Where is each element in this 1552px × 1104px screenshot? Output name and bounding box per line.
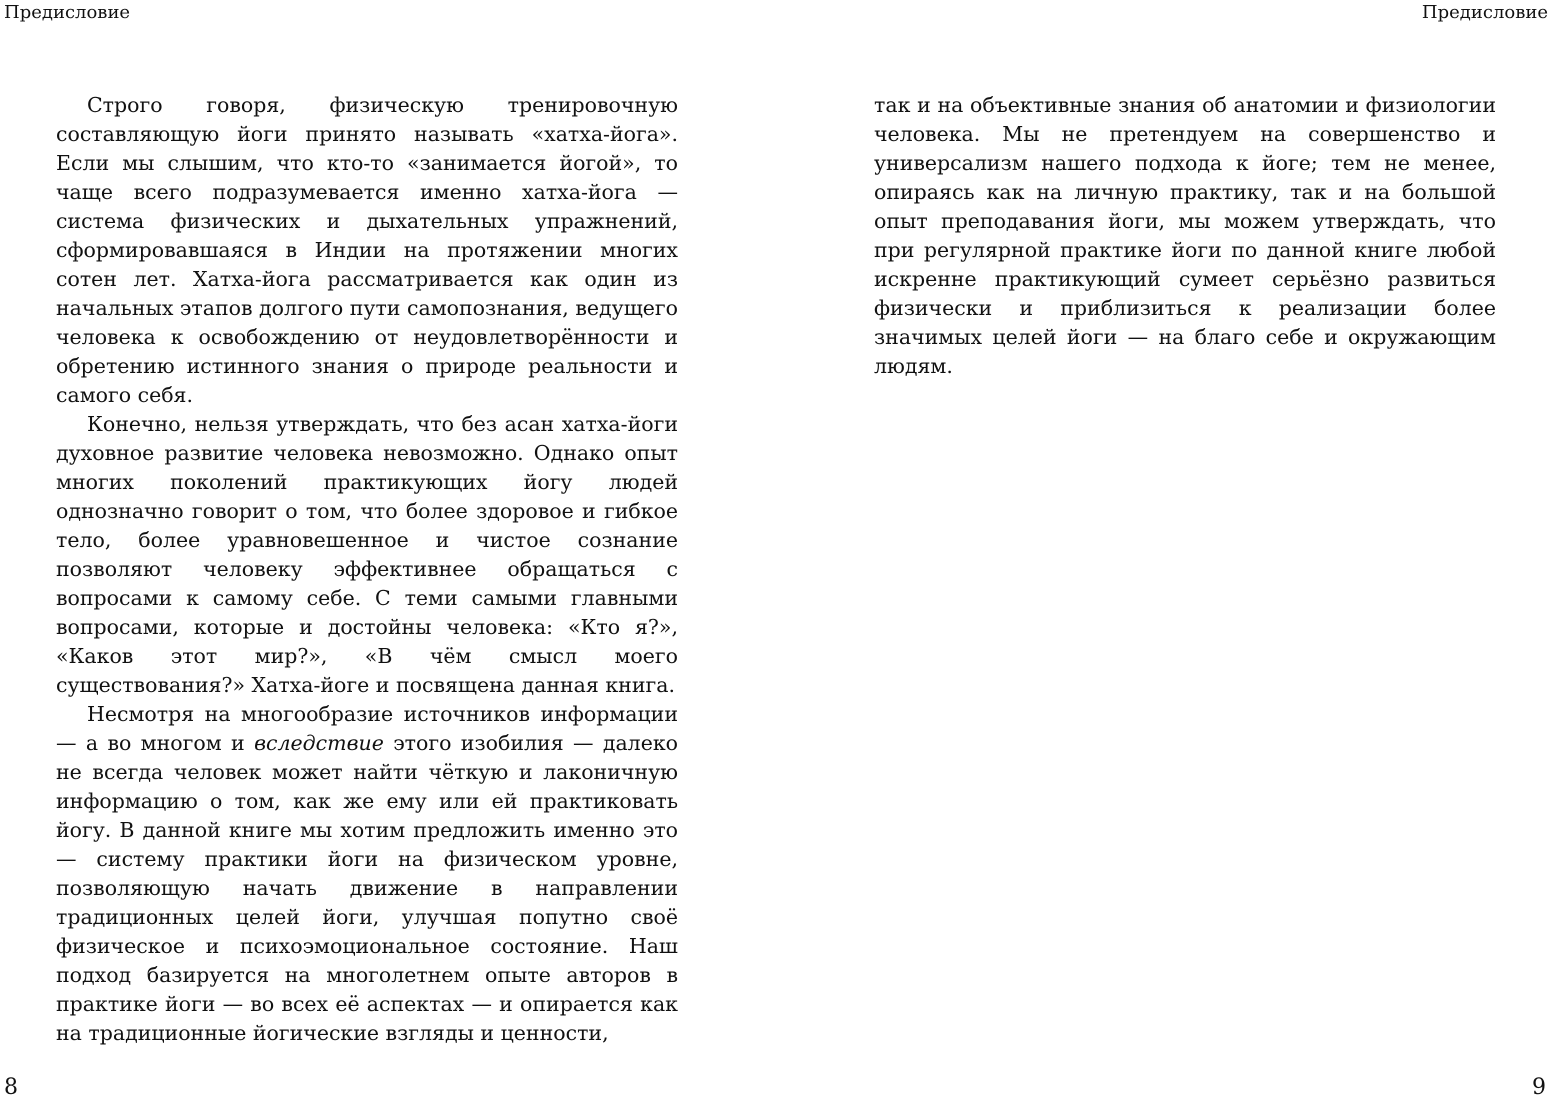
paragraph-2: Конечно, нельзя утверждать, что без асан хатха-йоги духовное развитие человека невозможно. Однако опыт многих поколений практикующих йогу людей однозначно говорит о том, что более здоровое и гибкое тело, более уравновешенное и чистое сознание позволяют человеку эффективнее обращаться с вопросами к самому себе. С теми самыми главными вопросами, которые и достойны человека: «Кто я?», «Каков этот мир?», «В чём смысл моего существования?» Хатха-йоге и посвящена данная книга. — [56, 412, 678, 697]
paragraph-3-emphasis: вследствие — [254, 731, 384, 755]
paragraph-continued: так и на объективные знания об анатомии и физиологии человека. Мы не претендуем на совершенство и универсализм нашего подхода к йоге; тем не менее, опираясь как на личную практику, так и на большой опыт преподавания йоги, мы можем утверждать, что при регулярной практике йоги по данной книге любой искренне практикующий сумеет серьёзно развиться физически и приблизиться к реализации более значимых целей йоги — на благо себе и окружающим людям. — [874, 93, 1496, 378]
right-text-block — [874, 91, 1496, 381]
page-number-left: 8 — [4, 1075, 18, 1100]
right-page — [776, 0, 1552, 1104]
left-text-block — [56, 91, 678, 1048]
paragraph-3 — [56, 700, 678, 1048]
paragraph-3-part-2: этого изобилия — далеко не всегда человек может найти чёткую и лаконичную информацию о том, как же ему или ей практиковать йогу. В данной книге мы хотим предложить именно это — систему практики йоги на физическом уровне, позволяющую начать движение в направлении традиционных целей йоги, улучшая попутно своё физическое и психоэмоциональное состояние. Наш подход базируется на многолетнем опыте авторов в практике йоги — во всех её аспектах — и опирается как на традиционные йогические взгляды и ценности, — [56, 731, 678, 1045]
paragraph-3-part-1: Несмотря на многообразие источников информации — а во многом и — [56, 702, 678, 755]
running-head-right: Предисловие — [1421, 2, 1548, 23]
running-head-left: Предисловие — [4, 2, 131, 23]
paragraph-1: Строго говоря, физическую тренировочную составляющую йоги принято называть «хатха-йога». Если мы слышим, что кто-то «занимается йогой», то чаще всего подразумевается именно хатха-йога — система физических и дыхательных упражнений, сформировавшаяся в Индии на протяжении многих сотен лет. Хатха-йога рассматривается как один из начальных этапов долгого пути самопознания, ведущего человека к освобождению от неудовлетворённости и обретению истинного знания о природе реальности и самого себя. — [56, 93, 678, 407]
page-number-right: 9 — [1532, 1075, 1546, 1100]
